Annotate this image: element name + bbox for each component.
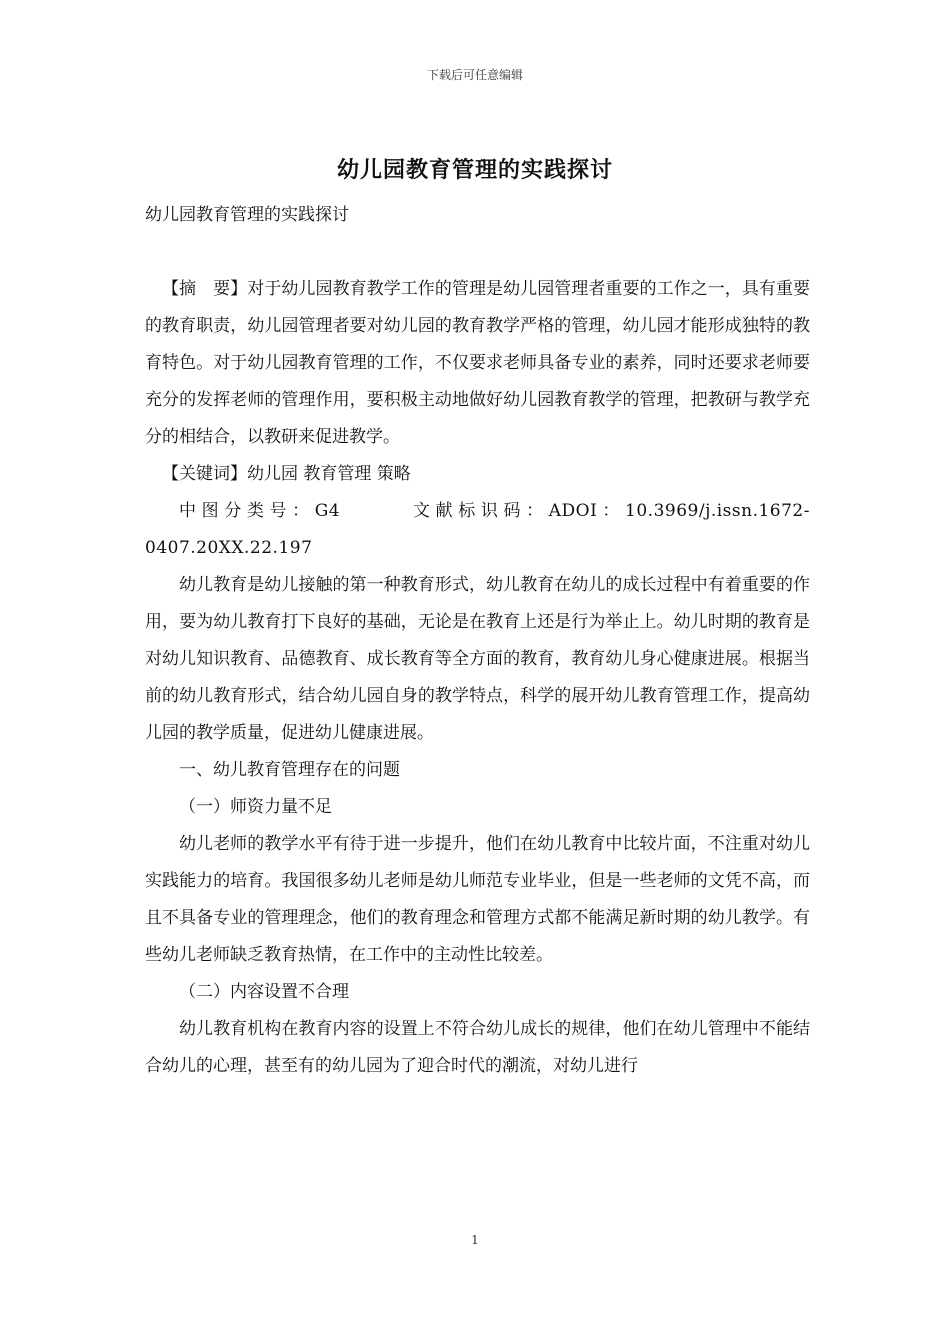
body-paragraph: 幼儿老师的教学水平有待于进一步提升，他们在幼儿教育中比较片面，不注重对幼儿实践能力的培育。我国很多幼儿老师是幼儿师范专业毕业，但是一些老师的文凭不高，而且不具备专业的管理理念，他们的教育理念和管理方式都不能满足新时期的幼儿教学。有些幼儿老师缺乏教育热情，在工作中的主动性比较差。	[145, 834, 810, 965]
body-paragraph: 幼儿教育机构在教育内容的设置上不符合幼儿成长的规律，他们在幼儿管理中不能结合幼儿的心理，甚至有的幼儿园为了迎合时代的潮流，对幼儿进行	[145, 1019, 810, 1076]
classification-line: 中图分类号：G4 文献标识码：ADOI：10.3969/j.issn.1672-0407.20XX.22.197	[145, 501, 810, 558]
document-subtitle: 幼儿园教育管理的实践探讨	[145, 205, 349, 225]
document-title: 幼儿园教育管理的实践探讨	[336, 157, 613, 183]
page-header: 下载后可任意编辑	[426, 68, 523, 82]
page-number: 1	[471, 1233, 479, 1247]
keywords-line: 【关键词】幼儿园 教育管理 策略	[162, 464, 411, 484]
section-heading: 一、幼儿教育管理存在的问题	[179, 760, 400, 780]
subsection-heading: （一）师资力量不足	[179, 797, 332, 817]
document-body	[145, 197, 810, 1085]
spacer	[145, 234, 810, 271]
subsection-heading: （二）内容设置不合理	[179, 982, 349, 1002]
abstract-paragraph: 【摘 要】对于幼儿园教育教学工作的管理是幼儿园管理者重要的工作之一，具有重要的教育职责，幼儿园管理者要对幼儿园的教育教学严格的管理，幼儿园才能形成独特的教育特色。对于幼儿园教育管理的工作，不仅要求老师具备专业的素养，同时还要求老师要充分的发挥老师的管理作用，要积极主动地做好幼儿园教育教学的管理，把教研与教学充分的相结合，以教研来促进教学。	[145, 279, 810, 447]
intro-paragraph: 幼儿教育是幼儿接触的第一种教育形式，幼儿教育在幼儿的成长过程中有着重要的作用，要为幼儿教育打下良好的基础，无论是在教育上还是行为举止上。幼儿时期的教育是对幼儿知识教育、品德教育、成长教育等全方面的教育，教育幼儿身心健康进展。根据当前的幼儿教育形式，结合幼儿园自身的教学特点，科学的展开幼儿教育管理工作，提高幼儿园的教学质量，促进幼儿健康进展。	[145, 575, 810, 743]
